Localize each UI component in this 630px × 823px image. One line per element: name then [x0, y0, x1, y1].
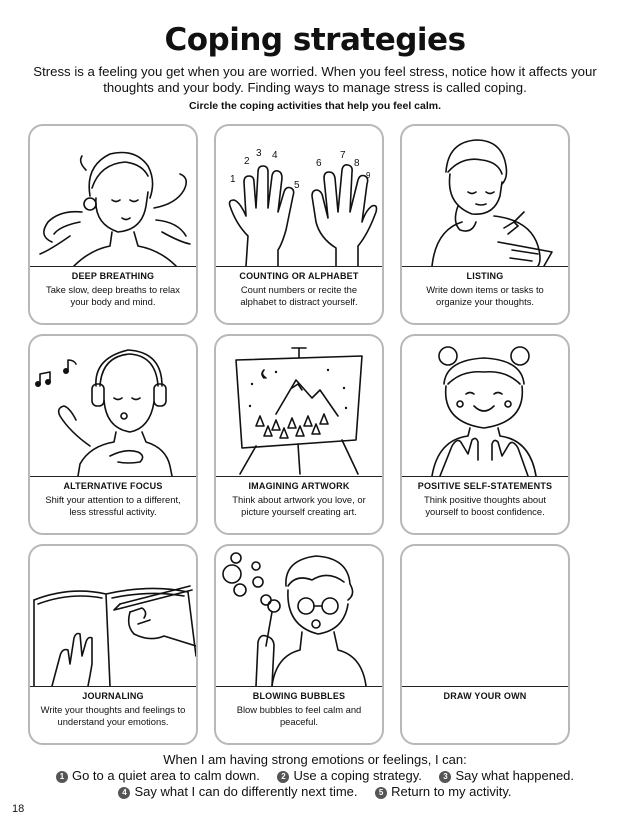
easel-painting-illustration: [216, 336, 382, 476]
card-title: POSITIVE SELF-STATEMENTS: [417, 481, 553, 491]
card-divider: [402, 266, 568, 267]
card-title: COUNTING OR ALPHABET: [239, 271, 359, 281]
footer-lead: When I am having strong emotions or feelings, I can:: [163, 752, 467, 767]
card-deep-breathing[interactable]: [28, 124, 198, 325]
footer-step: [118, 784, 357, 799]
footer-step: [277, 768, 421, 783]
footer-steps-row-2: [0, 784, 630, 799]
card-title: DEEP BREATHING: [71, 271, 155, 281]
card-title: BLOWING BUBBLES: [252, 691, 346, 701]
card-alternative-focus[interactable]: [28, 334, 198, 535]
count-number: 2: [244, 156, 250, 167]
step-number-badge: 5: [375, 787, 387, 799]
bubbles-illustration: [216, 546, 382, 686]
self-hug-illustration: [402, 336, 568, 476]
deep-breathing-illustration: [30, 126, 196, 266]
counting-hands-illustration: [216, 126, 382, 266]
card-divider: [402, 476, 568, 477]
card-description: Count numbers or recite the alphabet to distract yourself.: [240, 284, 358, 307]
card-title: LISTING: [466, 271, 504, 281]
step-number-badge: 1: [56, 771, 68, 783]
card-divider: [30, 266, 196, 267]
card-divider: [216, 476, 382, 477]
card-description: Write down items or tasks to organize your thoughts.: [426, 284, 544, 307]
count-number: 6: [316, 158, 322, 169]
journal-writing-illustration: [30, 546, 196, 686]
count-number: 4: [272, 150, 278, 161]
count-number: 5: [294, 180, 300, 191]
count-number: 3: [256, 148, 262, 159]
footer-step: [56, 768, 260, 783]
step-number-badge: 2: [277, 771, 289, 783]
count-number: 1: [230, 174, 236, 185]
step-number-badge: 4: [118, 787, 130, 799]
card-title: ALTERNATIVE FOCUS: [63, 481, 163, 491]
card-title: DRAW YOUR OWN: [443, 691, 527, 701]
card-description: Blow bubbles to feel calm and peaceful.: [236, 704, 362, 727]
instruction-text: Circle the coping activities that help you feel calm.: [188, 100, 442, 112]
page-title: Coping strategies: [164, 22, 466, 58]
card-title: JOURNALING: [82, 691, 144, 701]
step-text: Say what I can do differently next time.: [134, 784, 358, 799]
card-divider: [216, 686, 382, 687]
card-imagining-artwork[interactable]: [214, 334, 384, 535]
strategy-grid: [28, 124, 603, 736]
footer-step: [375, 784, 511, 799]
card-description: Shift your attention to a different, less stressful activity.: [45, 494, 181, 517]
headphones-music-illustration: [30, 336, 196, 476]
card-divider: [402, 686, 568, 687]
card-description: Think positive thoughts about yourself to boost confidence.: [424, 494, 546, 517]
card-description: Take slow, deep breaths to relax your body and mind.: [46, 284, 180, 307]
card-divider: [216, 266, 382, 267]
card-journaling[interactable]: [28, 544, 198, 745]
step-text: Go to a quiet area to calm down.: [71, 768, 260, 783]
intro-text: Stress is a feeling you get when you are worried. When you feel stress, notice how it affects your thoughts and your body. Finding ways to manage stress is called coping.: [33, 64, 597, 95]
card-description: Write your thoughts and feelings to understand your emotions.: [40, 704, 186, 727]
card-divider: [30, 686, 196, 687]
step-text: Say what happened.: [455, 768, 575, 783]
card-blowing-bubbles[interactable]: [214, 544, 384, 745]
card-divider: [30, 476, 196, 477]
card-draw-your-own[interactable]: [400, 544, 570, 745]
count-number: 8: [354, 158, 360, 169]
card-positive-self-statements[interactable]: [400, 334, 570, 535]
card-listing[interactable]: [400, 124, 570, 325]
step-text: Return to my activity.: [391, 784, 512, 799]
count-number: 7: [340, 150, 346, 161]
card-description: Think about artwork you love, or picture yourself creating art.: [232, 494, 366, 517]
card-title: IMAGINING ARTWORK: [248, 481, 350, 491]
card-counting-or-alphabet[interactable]: [214, 124, 384, 325]
page-number: 18: [12, 803, 25, 815]
step-number-badge: 3: [439, 771, 451, 783]
footer-steps-row-1: [0, 768, 630, 783]
count-number: 9: [366, 171, 371, 180]
footer-step: [439, 768, 574, 783]
step-text: Use a coping strategy.: [293, 768, 422, 783]
listing-illustration: [402, 126, 568, 266]
